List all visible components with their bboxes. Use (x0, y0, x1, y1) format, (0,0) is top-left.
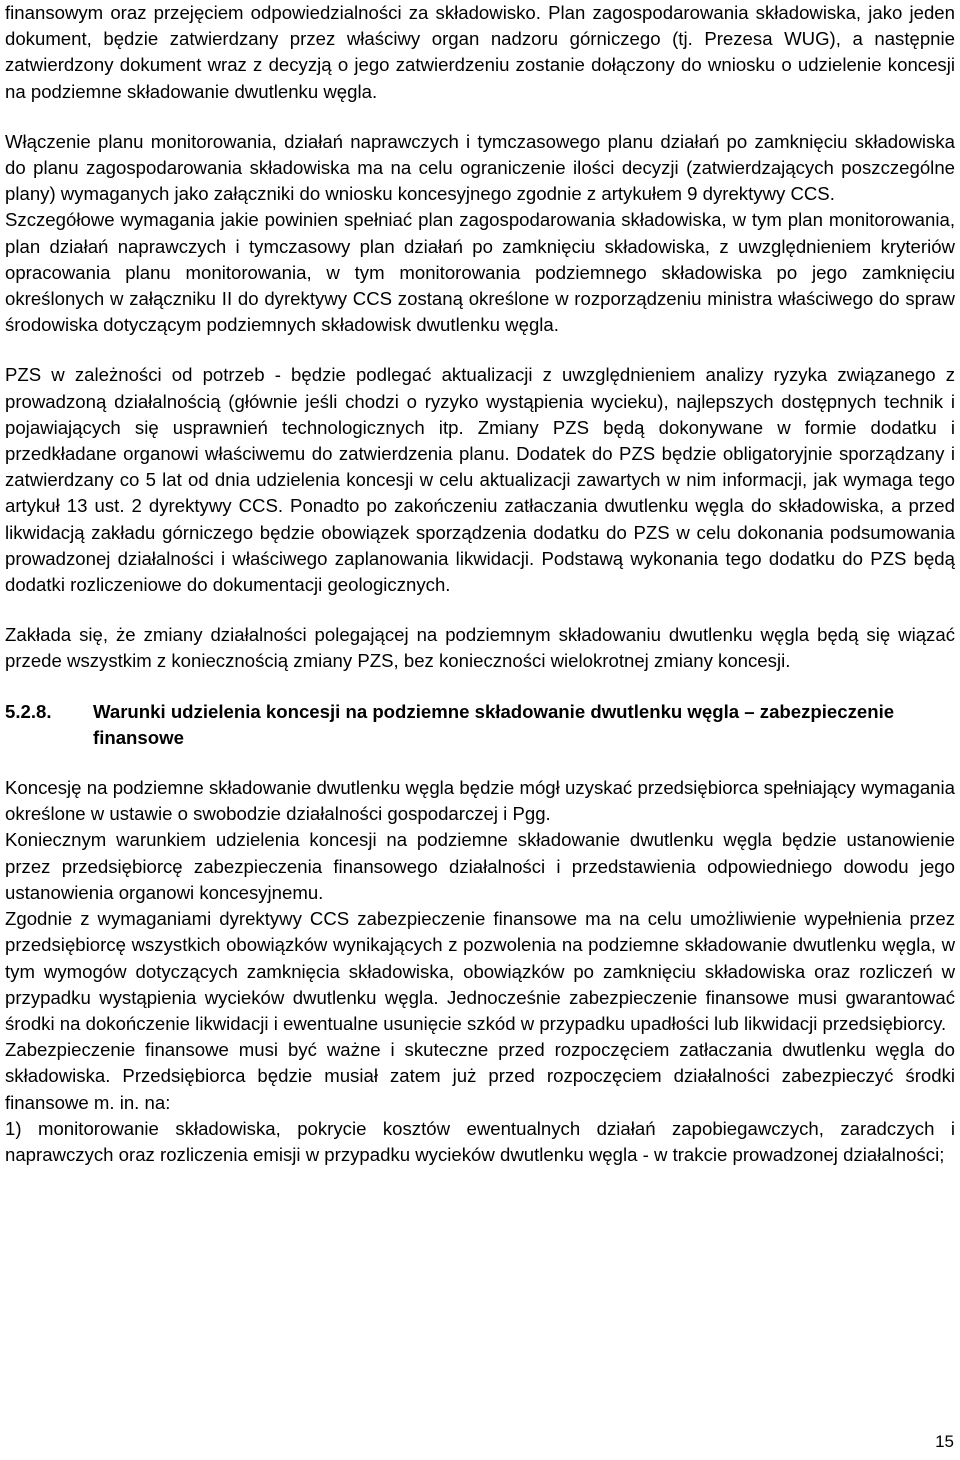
paragraph-plan-approval: finansowym oraz przejęciem odpowiedzialności za składowisko. Plan zagospodarowania składowiska, jako jeden dokument, będzie zatwierdzany przez właściwy organ nadzoru górniczego (tj. Prezesa WUG), a następnie zatwierdzony dokument wraz z decyzją o jego zatwierdzeniu zostanie dołączony do wniosku o udzielenie koncesji na podziemne składowanie dwutlenku węgla. (5, 2, 955, 102)
paragraph-monitoring-inclusion: Włączenie planu monitorowania, działań naprawczych i tymczasowego planu działań po zamknięciu składowiska do planu zagospodarowania składowiska ma na celu ograniczenie ilości decyzji (zatwierdzających poszczególne plany) wymaganych jako załączniki do wniosku koncesyjnego zgodnie z artykułem 9 dyrektywy CCS. (5, 130, 955, 205)
section-heading (5, 699, 955, 751)
paragraph-pzs-updates: PZS w zależności od potrzeb - będzie podlegać aktualizacji z uwzględnieniem analizy ryzyka związanego z prowadzoną działalnością (głównie jeśli chodzi o ryzyko wystąpienia wycieku), najlepszych dostępnych technik i pojawiających się usprawnień technologicznych itp. Zmiany PZS będą dokonywane w formie dodatku i przedkładane organowi właściwemu do zatwierdzenia planu. Dodatek do PZS będzie obligatoryjnie sporządzany i zatwierdzany co 5 lat od dnia udzielenia koncesji w celu aktualizacji zawartych w nim informacji, jak wymaga tego artykuł 13 ust. 2 dyrektywy CCS. Ponadto po zakończeniu zatłaczania dwutlenku węgla do składowiska, a przed likwidacją zakładu górniczego będzie obowiązek sporządzenia dodatku do PZS w celu dokonania podsumowania prowadzonej działalności i właściwego zaplanowania likwidacji. Podstawą wykonania tego dodatku do PZS będą dodatki rozliczeniowe do dokumentacji geologicznych. (5, 364, 955, 596)
paragraph-license-eligibility: Koncesję na podziemne składowanie dwutlenku węgla będzie mógł uzyskać przedsiębiorca spełniający wymagania określone w ustawie o swobodzie działalności gospodarczej i Pgg. (5, 777, 955, 825)
page-number: 15 (935, 1432, 954, 1451)
paragraph-detailed-requirements: Szczegółowe wymagania jakie powinien spełniać plan zagospodarowania składowiska, w tym plan monitorowania, plan działań naprawczych i tymczasowy plan działań po zamknięciu składowiska, z uwzględnieniem kryteriów opracowania planu monitorowania, w tym monitorowania podziemnego składowiska po jego zamknięciu określonych w załączniku II do dyrektywy CCS zostaną określone w rozporządzeniu ministra właściwego do spraw środowiska dotyczącym podziemnych składowisk dwutlenku węgla. (5, 209, 955, 336)
paragraph-security-validity: Zabezpieczenie finansowe musi być ważne i skuteczne przed rozpoczęciem zatłaczania dwutlenku węgla do składowiska. Przedsiębiorca będzie musiał zatem już przed rozpoczęciem działalności zabezpieczyć środki finansowe m. in. na: (5, 1039, 955, 1113)
section-title: Warunki udzielenia koncesji na podziemne składowanie dwutlenku węgla – zabezpieczenie finansowe (93, 700, 895, 748)
paragraph-activity-changes: Zakłada się, że zmiany działalności polegającej na podziemnym składowaniu dwutlenku węgla będą się wiązać przede wszystkim z koniecznością zmiany PZS, bez konieczności wielokrotnej zmiany koncesji. (5, 624, 955, 672)
document-page (5, 0, 955, 1168)
list-item-monitoring-costs: 1) monitorowanie składowiska, pokrycie kosztów ewentualnych działań zapobiegawczych, zaradczych i naprawczych oraz rozliczenia emisji w przypadku wycieków dwutlenku węgla - w trakcie prowadzonej działalności; (5, 1117, 955, 1165)
paragraph-ccs-directive-requirements: Zgodnie z wymaganiami dyrektywy CCS zabezpieczenie finansowe ma na celu umożliwienie wypełnienia przez przedsiębiorcę wszystkich obowiązków wynikających z pozwolenia na podziemne składowanie dwutlenku węgla, w tym wymogów dotyczących zamknięcia składowiska, obowiązków po zamknięciu składowiska oraz rozliczeń w przypadku wystąpienia wycieków dwutlenku węgla. Jednocześnie zabezpieczenie finansowe musi gwarantować środki na dokończenie likwidacji i ewentualne usunięcie szkód w przypadku upadłości lub likwidacji przedsiębiorcy. (5, 908, 955, 1034)
section-number: 5.2.8. (5, 700, 52, 722)
paragraph-financial-security-condition: Koniecznym warunkiem udzielenia koncesji na podziemne składowanie dwutlenku węgla będzie ustanowienie przez przedsiębiorcę zabezpieczenia finansowego działalności i przedstawienia odpowiedniego dowodu jego ustanowienia organowi koncesyjnemu. (5, 829, 955, 903)
